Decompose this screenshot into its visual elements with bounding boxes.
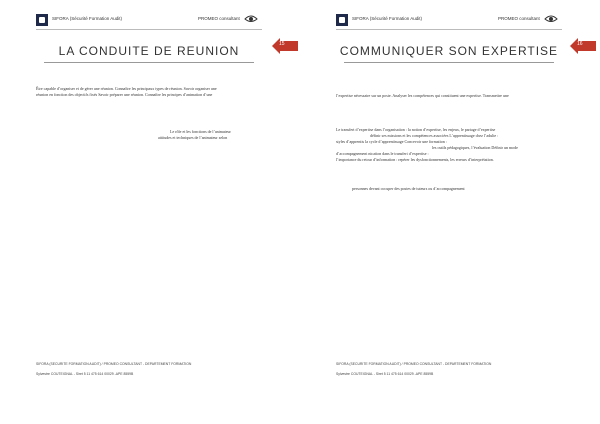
page-title: COMMUNIQUER SON EXPERTISE — [339, 44, 559, 58]
header-brand: SIFORA (Sécurité Formation Audit) — [352, 16, 423, 21]
content-line: Le transfert d’expertise dans l’organisation : la notion d’expertise, les enjeux, le partage d’expertise — [336, 127, 496, 132]
body-line-2: attitudes et techniques de l’animateur selon — [158, 135, 228, 140]
intro-line: l’expertise nécessaire sur un poste. Analyser les compétences qui constituent une expertise. Transmettre une — [336, 93, 509, 98]
footer-line-1: SIFORA (SECURITE FORMATION AUDIT) / PROMEO CONSULTANT - DEPARTEMENT FORMATION — [36, 362, 192, 366]
intro-line-2: réunion en fonction des objectifs fixés Savoir préparer une réunion. Connaître les principes d’animation d’une — [36, 92, 213, 97]
content-line: définir ses missions et les compétences associées L’apprentissage chez l’adulte : — [370, 133, 499, 138]
eye-icon — [544, 13, 558, 24]
content-line: styles d’apprentis la cycle d’apprentissage Concevoir une formation : — [336, 139, 447, 144]
footer-line-2: Sylvestre COUTEIGNAL - Siret 5 11 475 614 00029 -APE 8559B — [336, 372, 434, 376]
right-page — [300, 0, 600, 424]
title-underline — [44, 62, 254, 63]
content-line: d’accompagnement nication dans le transfert d’expertise : — [336, 151, 429, 156]
logo-icon — [336, 14, 348, 26]
header-promo: PROMEO consultant — [198, 16, 240, 21]
page-number: 15 — [279, 41, 285, 47]
footer-line-1: SIFORA (SECURITE FORMATION AUDIT) / PROMEO CONSULTANT - DEPARTEMENT FORMATION — [336, 362, 492, 366]
content-line: les outils pédagogiques, l’évaluation Définir un mode — [432, 145, 518, 150]
page-number: 16 — [577, 41, 583, 47]
page-title: LA CONDUITE DE REUNION — [58, 44, 240, 58]
intro-line-1: Être capable d’organiser et de gérer une réunion. Connaître les principaux types de réunion. Savoir organiser une — [36, 86, 217, 91]
header-brand: SIFORA (Sécurité Formation Audit) — [52, 16, 123, 21]
footer-line-2: Sylvestre COUTEIGNAL - Siret 5 11 475 614 00029 -APE 8559B — [36, 372, 134, 376]
title-underline — [344, 62, 554, 63]
header-promo: PROMEO consultant — [498, 16, 540, 21]
page-number-badge — [272, 38, 298, 54]
closing-line: personnes devant occuper des postes de tuteurs ou d’accompagnement — [352, 186, 465, 191]
header-divider — [336, 29, 562, 30]
header-divider — [36, 29, 262, 30]
eye-icon — [244, 13, 258, 24]
body-line-1: Le rôle et les fonctions de l’animateur — [170, 129, 231, 134]
content-line: l’importance du retour d’information : repérer les dysfonctionnements, les erreurs d’interprétation. — [336, 157, 494, 162]
logo-icon — [36, 14, 48, 26]
page-number-badge — [570, 38, 596, 54]
